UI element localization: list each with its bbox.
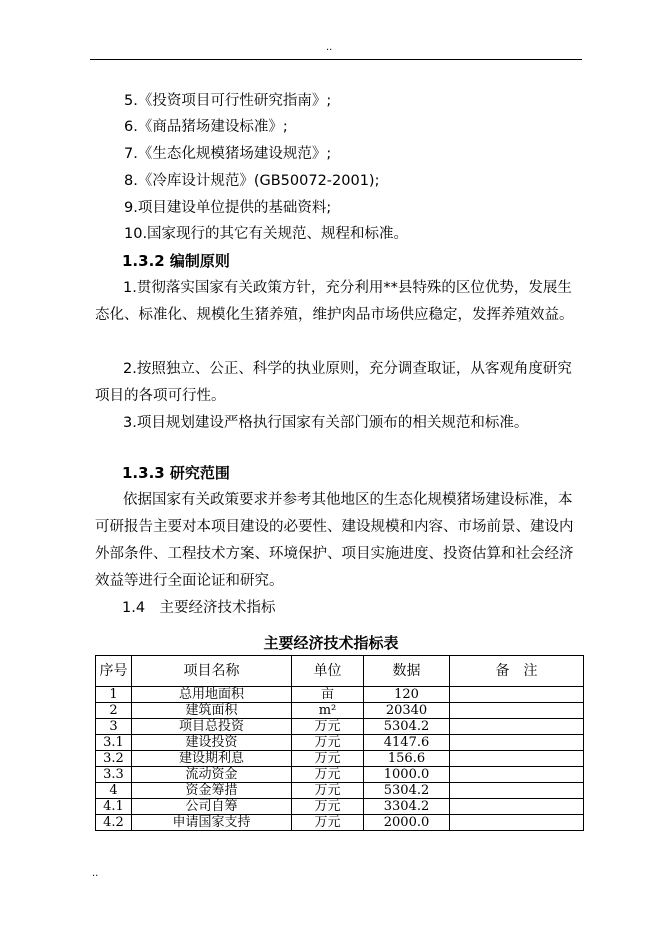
table-row [96,815,584,831]
row-name: 建设期利息 [132,751,292,767]
row-name: 申请国家支持 [132,815,292,831]
table-header-row [96,656,584,687]
principle-paragraph-3: 3.项目规划建设严格执行国家有关部门颁布的相关规范和标准。 [123,415,529,431]
scope-paragraph: 依据国家有关政策要求并参考其他地区的生态化规模猪场建设标准，本可研报告主要对本项目建设的必要性、建设规模和内容、市场前景、建设内外部条件、工程技术方案、环境保护、项目实施进度、投资估算和社会经济效益等进行全面论证和研究。 [95,492,574,589]
row-no: 3 [96,719,132,735]
table-row [96,767,584,783]
table-row [96,719,584,735]
reference-item: 8.《冷库设计规范》(GB50072-2001); [124,173,380,189]
row-note [450,767,584,783]
row-name: 建筑面积 [132,703,292,719]
row-no: 4 [96,783,132,799]
table-row [96,703,584,719]
row-note [450,783,584,799]
section-heading-1-3-3: 1.3.3 研究范围 [122,464,230,482]
row-unit: 万元 [292,815,364,831]
row-note [450,687,584,703]
row-value: 156.6 [364,751,450,767]
row-note [450,735,584,751]
row-value: 4147.6 [364,735,450,751]
reference-item: 9.项目建设单位提供的基础资料; [124,200,332,216]
row-value: 20340 [364,703,450,719]
row-unit: 亩 [292,687,364,703]
reference-item: 7.《生态化规模猪场建设规范》; [124,146,332,162]
indicators-table [95,655,584,831]
row-no: 3.2 [96,751,132,767]
row-unit: 万元 [292,767,364,783]
row-name: 项目总投资 [132,719,292,735]
row-value: 5304.2 [364,783,450,799]
table-row [96,735,584,751]
row-note [450,799,584,815]
row-name: 总用地面积 [132,687,292,703]
row-name: 流动资金 [132,767,292,783]
table-row [96,687,584,703]
reference-item: 10.国家现行的其它有关规范、规程和标准。 [124,226,409,242]
header-cell-name: 项目名称 [132,656,292,687]
row-unit: m² [292,703,364,719]
row-name: 公司自筹 [132,799,292,815]
row-unit: 万元 [292,799,364,815]
row-value: 1000.0 [364,767,450,783]
row-no: 3.1 [96,735,132,751]
row-value: 120 [364,687,450,703]
header-cell-unit: 单位 [292,656,364,687]
section-heading-1-3-2: 1.3.2 编制原则 [122,252,230,270]
row-value: 3304.2 [364,799,450,815]
reference-item: 5.《投资项目可行性研究指南》; [124,93,332,109]
principle-paragraph-1: 1.贯彻落实国家有关政策方针，充分利用**县特殊的区位优势，发展生态化、标准化、规模化生猪养殖，维护肉品市场供应稳定，发挥养殖效益。 [95,280,574,323]
row-note [450,815,584,831]
header-cell-no: 序号 [96,656,132,687]
table-row [96,751,584,767]
section-heading-1-4: 1.4 主要经济技术指标 [122,600,276,616]
row-no: 4.2 [96,815,132,831]
header-cell-data: 数据 [364,656,450,687]
principle-paragraph-2: 2.按照独立、公正、科学的执业原则，充分调查取证，从客观角度研究项目的各项可行性。 [95,361,572,404]
row-unit: 万元 [292,719,364,735]
row-unit: 万元 [292,783,364,799]
row-name: 资金筹措 [132,783,292,799]
table-row [96,799,584,815]
row-no: 3.3 [96,767,132,783]
row-value: 2000.0 [364,815,450,831]
table-title: 主要经济技术指标表 [263,634,399,652]
header-cell-note: 备 注 [450,656,584,687]
row-unit: 万元 [292,735,364,751]
page-header-rule [90,59,582,60]
row-value: 5304.2 [364,719,450,735]
page-footer-mark: .. [92,868,99,879]
page-header-mark: .. [326,42,333,53]
reference-item: 6.《商品猪场建设标准》; [124,119,288,135]
row-no: 2 [96,703,132,719]
row-note [450,719,584,735]
row-unit: 万元 [292,751,364,767]
row-note [450,703,584,719]
row-no: 4.1 [96,799,132,815]
table-row [96,783,584,799]
row-name: 建设投资 [132,735,292,751]
row-no: 1 [96,687,132,703]
row-note [450,751,584,767]
